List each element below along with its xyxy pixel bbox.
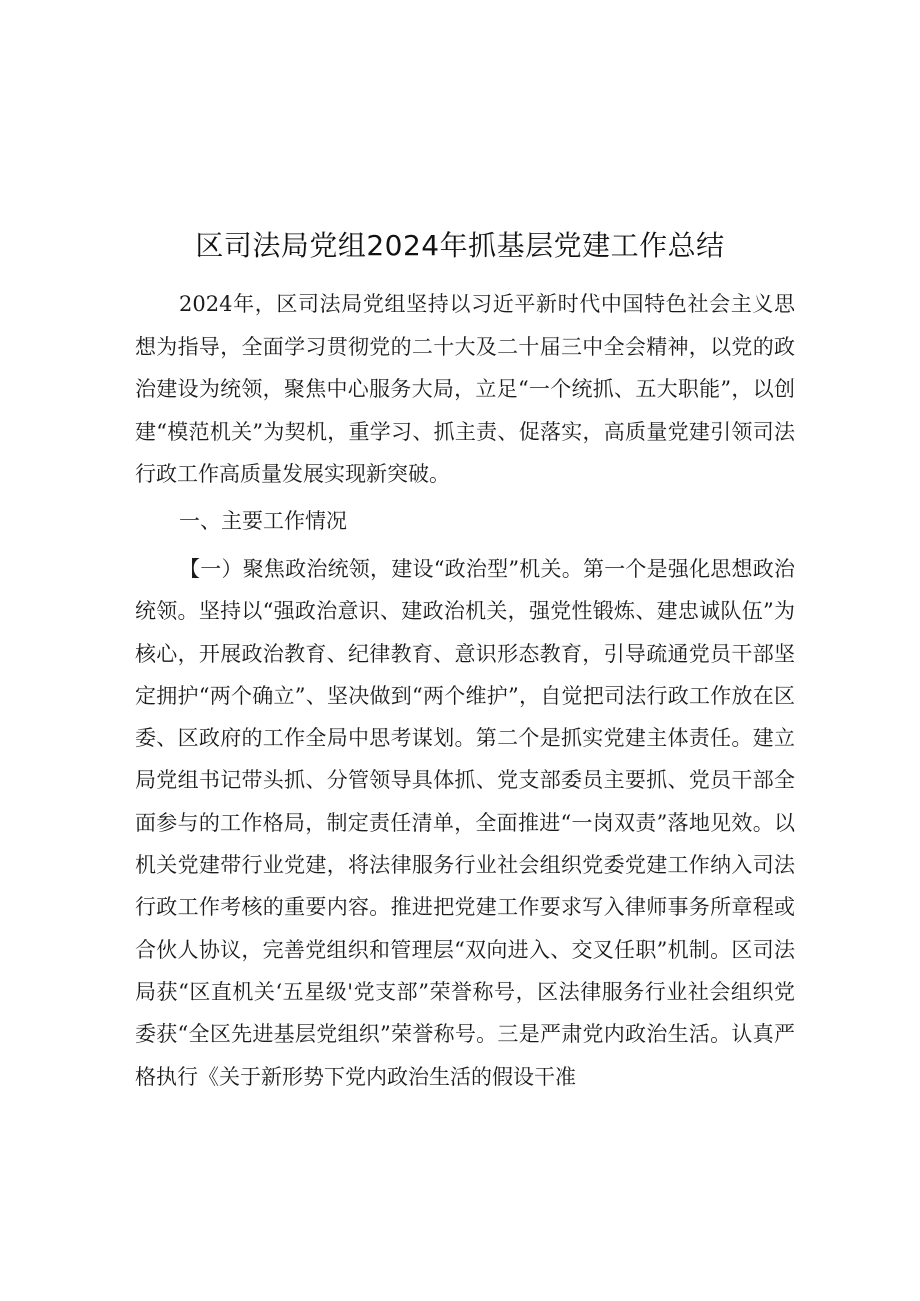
section-heading: 一、主要工作情况 [179, 509, 347, 533]
document-title: 区司法局党组2024年抓基层党建工作总结 [195, 229, 725, 262]
intro-paragraph: 2024年，区司法局党组坚持以习近平新时代中国特色社会主义思想为指导，全面学习贯彻党的二十大及二十届三中全会精神，以党的政治建设为统领，聚焦中心服务大局，立足“一个统抓、五大职能”，以创建“模范机关”为契机，重学习、抓主责、促落实，高质量党建引领司法行政工作高质量发展实现新突破。 [135, 292, 795, 486]
section-paragraph: 【一）聚焦政治统领，建设“政治型”机关。第一个是强化思想政治统领。坚持以“强政治意识、建政治机关，强党性锻炼、建忠诚队伍”为核心，开展政治教育、纪律教育、意识形态教育，引导疏通党员干部坚定拥护“两个确立”、坚决做到“两个维护”，自觉把司法行政工作放在区委、区政府的工作全局中思考谋划。第二个是抓实党建主体责任。建立局党组书记带头抓、分管领导具体抓、党支部委员主要抓、党员干部全面参与的工作格局，制定责任清单，全面推进“一岗双责”落地见效。以机关党建带行业党建，将法律服务行业社会组织党委党建工作纳入司法行政工作考核的重要内容。推进把党建工作要求写入律师事务所章程或合伙人协议，完善党组织和管理层“双向进入、交叉任职”机制。区司法局获“区直机关‘五星级'党支部”荣誉称号，区法律服务行业社会组织党委获“全区先进基层党组织”荣誉称号。三是严肃党内政治生活。认真严格执行《关于新形势下党内政治生活的假设干准 [135, 557, 795, 1089]
